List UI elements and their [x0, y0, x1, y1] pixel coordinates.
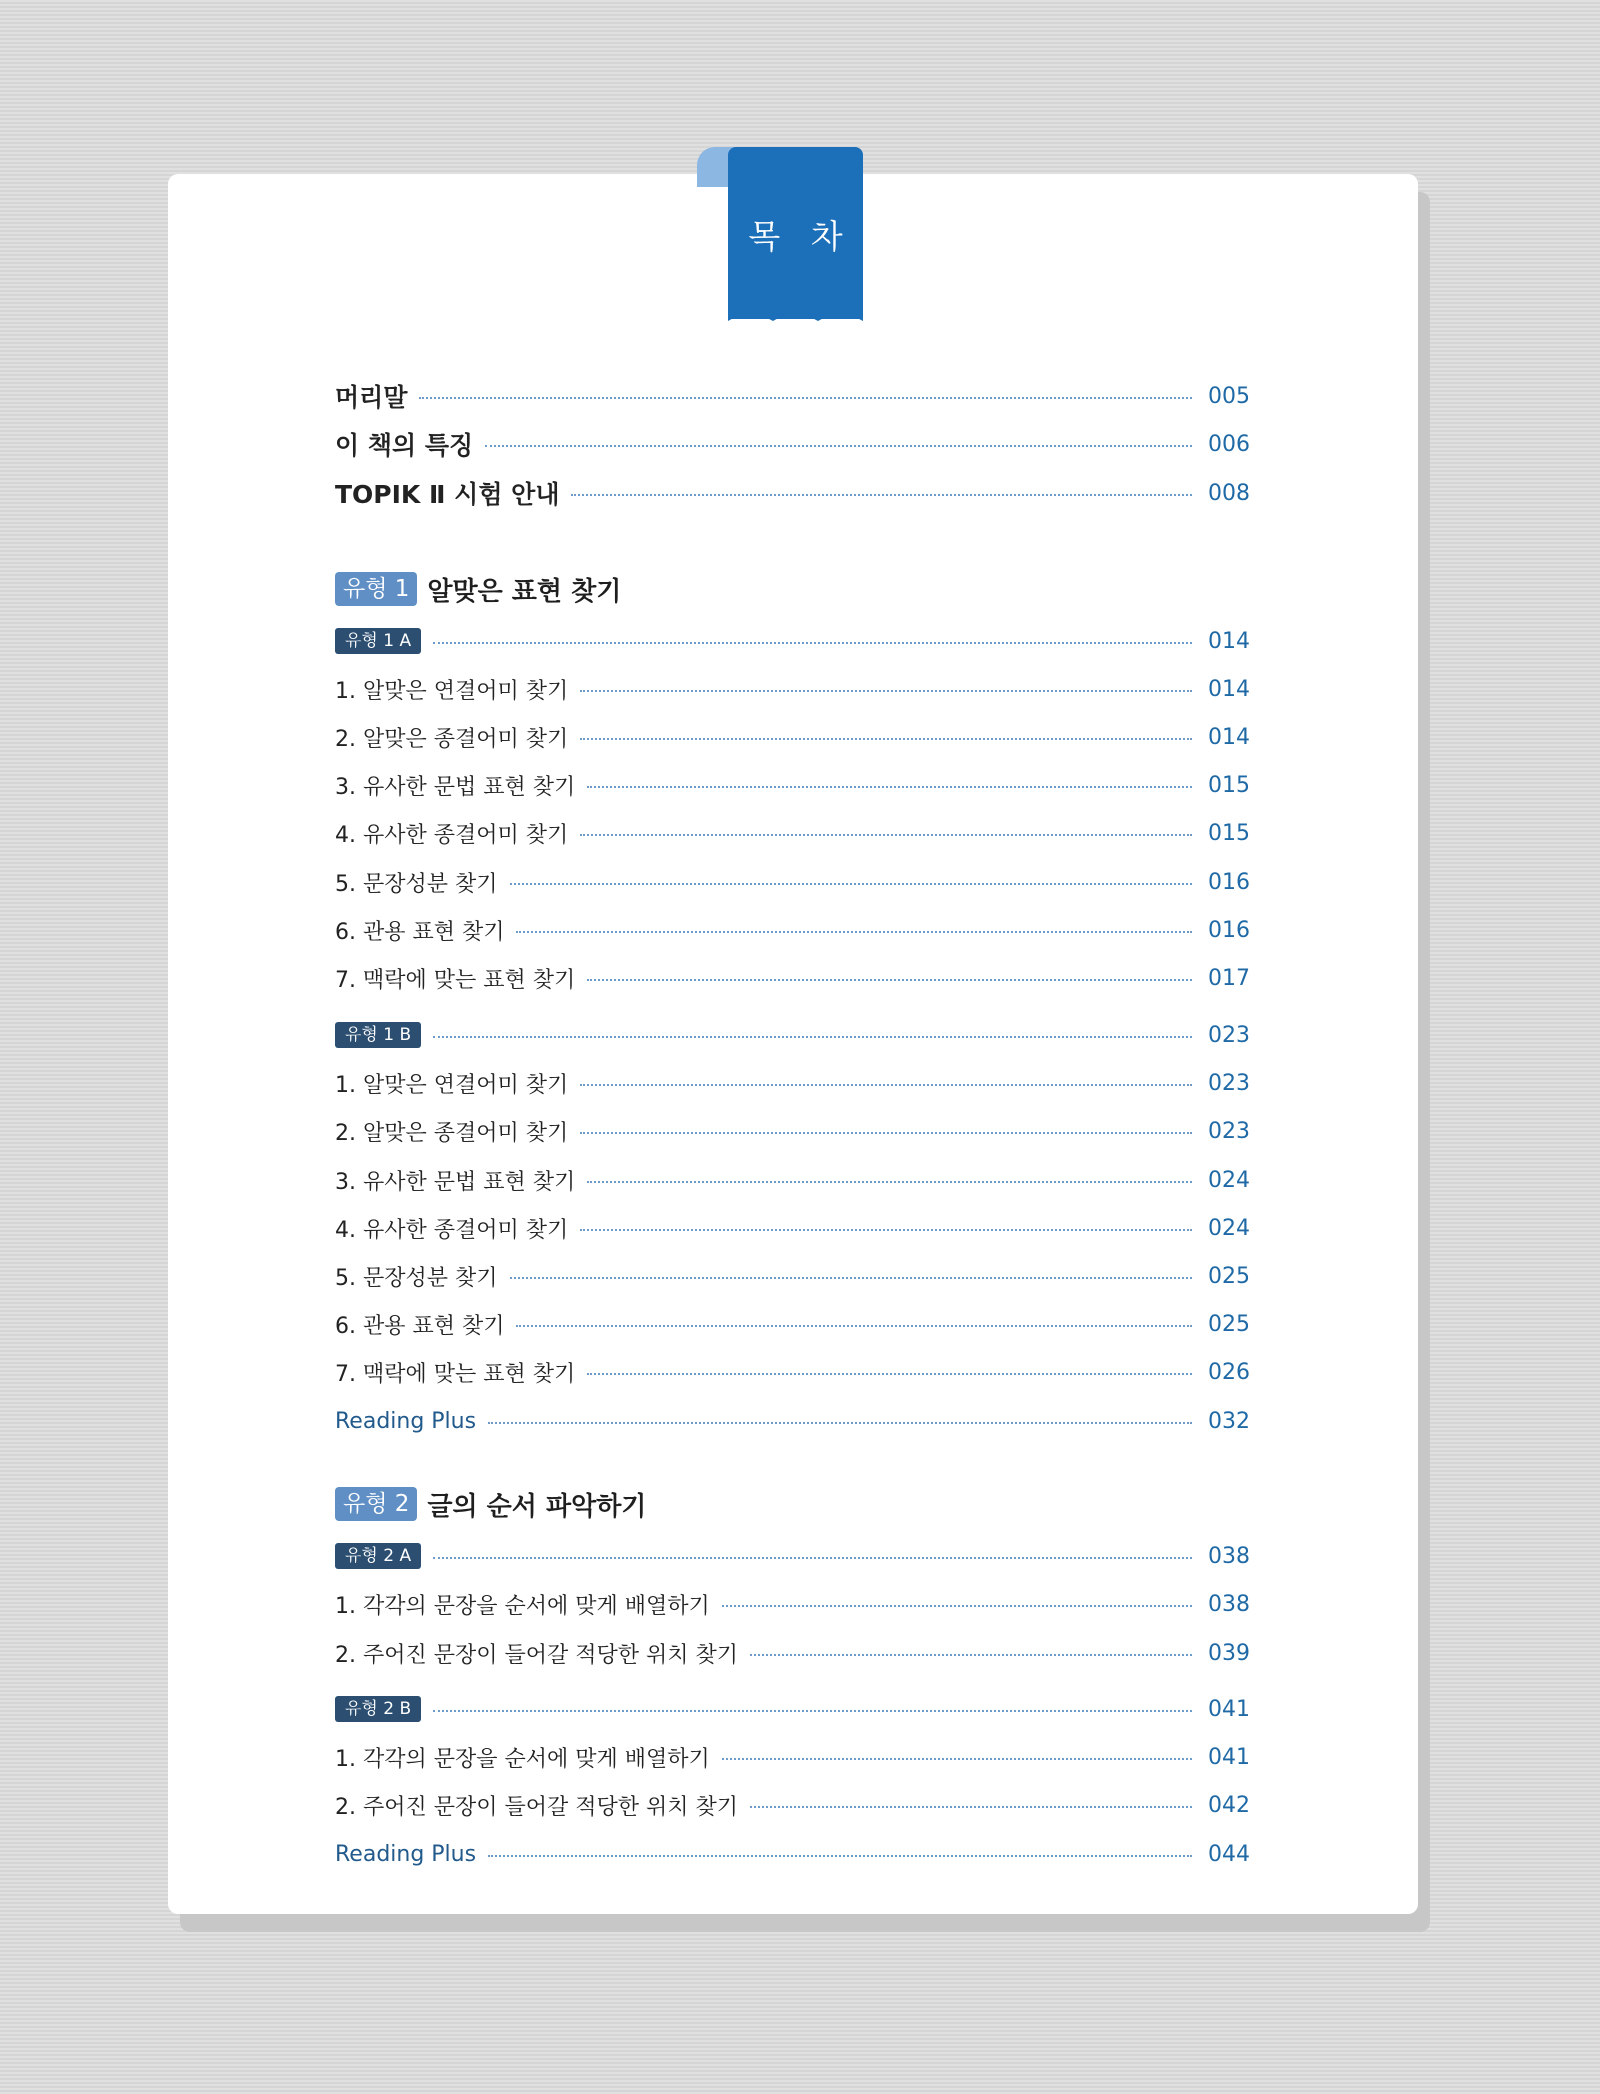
entry-label: 6. 관용 표현 찾기	[335, 919, 505, 945]
entry-label: 4. 유사한 종결어미 찾기	[335, 1217, 569, 1243]
page-number: 014	[1208, 676, 1250, 702]
page-number: 044	[1208, 1841, 1250, 1867]
toc-entry[interactable]	[335, 1584, 1250, 1624]
group-tag: 유형 1 B	[335, 1022, 421, 1048]
entry-label: 2. 알맞은 종결어미 찾기	[335, 726, 569, 752]
section-badge: 유형 1	[335, 572, 417, 606]
dotted-leader	[433, 1036, 1192, 1038]
entry-label: 2. 알맞은 종결어미 찾기	[335, 1120, 569, 1146]
entry-label: 3. 유사한 문법 표현 찾기	[335, 774, 576, 800]
page-number: 014	[1208, 724, 1250, 750]
dotted-leader	[516, 931, 1192, 933]
page-number: 024	[1208, 1167, 1250, 1193]
dotted-leader	[750, 1806, 1192, 1808]
toc-entry-reading-plus[interactable]	[335, 1834, 1250, 1874]
dotted-leader	[587, 1373, 1192, 1375]
entry-label: 2. 주어진 문장이 들어갈 적당한 위치 찾기	[335, 1642, 738, 1668]
dotted-leader	[587, 786, 1192, 788]
page-number: 032	[1208, 1408, 1250, 1434]
toc-entry[interactable]	[335, 1256, 1250, 1296]
toc-entry[interactable]	[335, 1160, 1250, 1200]
page-number: 008	[1208, 480, 1250, 506]
toc-entry[interactable]	[335, 1304, 1250, 1344]
toc-entry-preface[interactable]	[335, 376, 1250, 416]
toc-entry[interactable]	[335, 813, 1250, 853]
toc-entry[interactable]	[335, 862, 1250, 902]
entry-label: 5. 문장성분 찾기	[335, 1265, 498, 1291]
dotted-leader	[419, 397, 1192, 399]
dotted-leader	[722, 1605, 1192, 1607]
dotted-leader	[510, 883, 1193, 885]
page-number: 006	[1208, 431, 1250, 457]
toc-entry[interactable]	[335, 910, 1250, 950]
entry-label: 7. 맥락에 맞는 표현 찾기	[335, 967, 576, 993]
page-number: 017	[1208, 965, 1250, 991]
toc-entry[interactable]	[335, 1352, 1250, 1392]
dotted-leader	[433, 642, 1192, 644]
entry-label: Reading Plus	[335, 1841, 477, 1867]
group-tag: 유형 1 A	[335, 628, 421, 654]
page-number: 042	[1208, 1792, 1250, 1818]
dotted-leader	[580, 834, 1192, 836]
toc-entry[interactable]	[335, 1111, 1250, 1151]
page-number: 038	[1208, 1543, 1250, 1569]
page-title: 목 차	[748, 217, 853, 256]
toc-entry[interactable]	[335, 1633, 1250, 1673]
page-number: 038	[1208, 1591, 1250, 1617]
entry-label: 머리말	[335, 383, 408, 412]
toc-group-1b[interactable]	[335, 1015, 1250, 1055]
entry-label: 1. 알맞은 연결어미 찾기	[335, 678, 569, 704]
group-tag: 유형 2 A	[335, 1543, 421, 1569]
entry-label: 3. 유사한 문법 표현 찾기	[335, 1169, 576, 1195]
entry-label: 1. 각각의 문장을 순서에 맞게 배열하기	[335, 1593, 710, 1619]
page-number: 015	[1208, 820, 1250, 846]
dotted-leader	[587, 979, 1192, 981]
page-number: 016	[1208, 917, 1250, 943]
toc-group-2a[interactable]	[335, 1536, 1250, 1576]
dotted-leader	[587, 1181, 1192, 1183]
entry-label: TOPIK Ⅱ 시험 안내	[335, 480, 560, 509]
page-number: 023	[1208, 1022, 1250, 1048]
dotted-leader	[516, 1325, 1192, 1327]
toc-entry-reading-plus[interactable]	[335, 1401, 1250, 1441]
entry-label: 6. 관용 표현 찾기	[335, 1313, 505, 1339]
dotted-leader	[750, 1654, 1192, 1656]
page-number: 041	[1208, 1696, 1250, 1722]
dotted-leader	[485, 445, 1192, 447]
toc-entry-exam-guide[interactable]	[335, 473, 1250, 513]
page-number: 041	[1208, 1744, 1250, 1770]
page-number: 025	[1208, 1263, 1250, 1289]
ribbon-zigzag-edge	[728, 306, 863, 321]
dotted-leader	[722, 1758, 1192, 1760]
toc-group-2b[interactable]	[335, 1689, 1250, 1729]
section-title: 알맞은 표현 찾기	[427, 576, 622, 607]
dotted-leader	[488, 1855, 1192, 1857]
dotted-leader	[488, 1422, 1192, 1424]
toc-entry[interactable]	[335, 1785, 1250, 1825]
page-number: 016	[1208, 869, 1250, 895]
toc-entry[interactable]	[335, 1063, 1250, 1103]
toc-entry[interactable]	[335, 1208, 1250, 1248]
toc-entry-features[interactable]	[335, 424, 1250, 464]
section-title: 글의 순서 파악하기	[427, 1491, 647, 1522]
toc-entry[interactable]	[335, 669, 1250, 709]
section-heading-type1[interactable]	[335, 569, 621, 609]
entry-label: 1. 각각의 문장을 순서에 맞게 배열하기	[335, 1746, 710, 1772]
dotted-leader	[580, 738, 1192, 740]
page-number: 023	[1208, 1070, 1250, 1096]
section-heading-type2[interactable]	[335, 1484, 646, 1524]
page-number: 039	[1208, 1640, 1250, 1666]
entry-label: 2. 주어진 문장이 들어갈 적당한 위치 찾기	[335, 1794, 738, 1820]
entry-label: 5. 문장성분 찾기	[335, 871, 498, 897]
section-badge: 유형 2	[335, 1487, 417, 1521]
dotted-leader	[580, 1084, 1192, 1086]
toc-entry[interactable]	[335, 958, 1250, 998]
page-number: 025	[1208, 1311, 1250, 1337]
page-number: 015	[1208, 772, 1250, 798]
dotted-leader	[510, 1277, 1193, 1279]
toc-entry[interactable]	[335, 717, 1250, 757]
entry-label: 이 책의 특징	[335, 431, 474, 460]
page-number: 026	[1208, 1359, 1250, 1385]
entry-label: Reading Plus	[335, 1408, 477, 1434]
page-number: 014	[1208, 628, 1250, 654]
dotted-leader	[580, 690, 1192, 692]
entry-label: 1. 알맞은 연결어미 찾기	[335, 1072, 569, 1098]
page-number: 024	[1208, 1215, 1250, 1241]
dotted-leader	[433, 1710, 1192, 1712]
page-number: 005	[1208, 383, 1250, 409]
entry-label: 4. 유사한 종결어미 찾기	[335, 822, 569, 848]
dotted-leader	[580, 1229, 1192, 1231]
dotted-leader	[433, 1557, 1192, 1559]
toc-entry[interactable]	[335, 1737, 1250, 1777]
entry-label: 7. 맥락에 맞는 표현 찾기	[335, 1361, 576, 1387]
toc-entry[interactable]	[335, 765, 1250, 805]
group-tag: 유형 2 B	[335, 1696, 421, 1722]
dotted-leader	[571, 494, 1192, 496]
dotted-leader	[580, 1132, 1192, 1134]
toc-group-1a[interactable]	[335, 621, 1250, 661]
page-number: 023	[1208, 1118, 1250, 1144]
